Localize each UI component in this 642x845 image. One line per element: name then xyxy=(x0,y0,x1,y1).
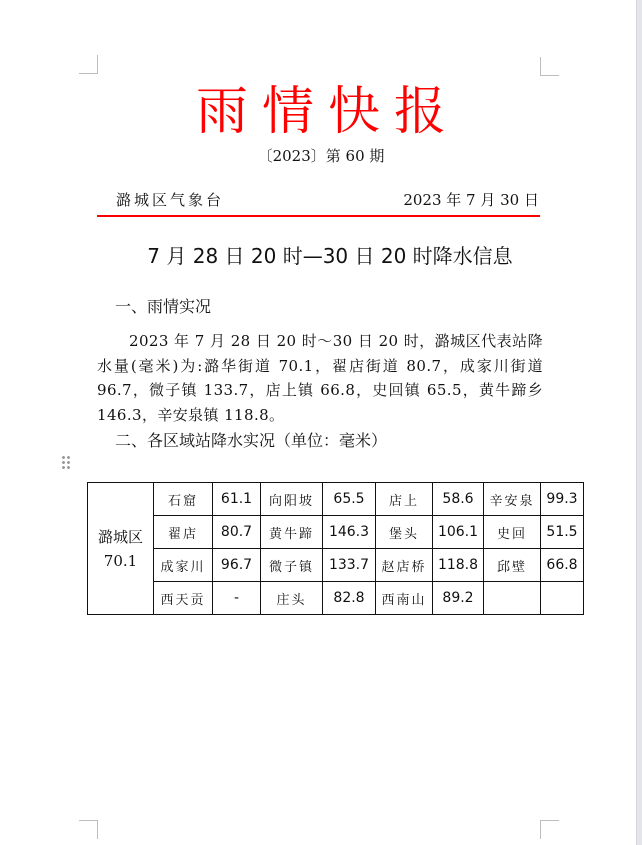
station-name: 赵店桥 xyxy=(376,549,433,582)
station-name: 石窟 xyxy=(154,483,213,516)
station-value: 96.7 xyxy=(213,549,261,582)
station-name: 西天贡 xyxy=(154,582,213,615)
margin-corner-mark-top-right xyxy=(540,57,559,76)
station-name: 微子镇 xyxy=(261,549,323,582)
margin-corner-mark-bottom-left xyxy=(79,820,98,839)
station-value-empty xyxy=(541,582,584,615)
issuer-row xyxy=(116,189,539,211)
station-name: 庄头 xyxy=(261,582,323,615)
station-name: 黄牛蹄 xyxy=(261,516,323,549)
issue-number: 〔2023〕第 60 期 xyxy=(257,147,385,165)
margin-corner-mark-top-left xyxy=(79,55,98,74)
issue-date: 2023 年 7 月 30 日 xyxy=(403,191,539,209)
section-heading-rain-conditions: 一、雨情实况 xyxy=(115,297,212,316)
station-value: 80.7 xyxy=(213,516,261,549)
station-value: 66.8 xyxy=(541,549,584,582)
station-value: 51.5 xyxy=(541,516,584,549)
station-value: 146.3 xyxy=(323,516,376,549)
station-name: 邱壁 xyxy=(484,549,541,582)
table-row xyxy=(88,483,584,516)
station-name: 史回 xyxy=(484,516,541,549)
station-name-empty xyxy=(484,582,541,615)
issuer-name: 潞城区气象台 xyxy=(116,191,225,209)
station-rainfall-table xyxy=(87,482,584,615)
rain-summary-paragraph: 2023 年 7 月 28 日 20 时～30 日 20 时，潞城区代表站降水量(毫米)为:潞华街道 70.1，翟店街道 80.7，成家川街道 96.7，微子镇 133.7，店上镇 66.8，史回镇 65.5，黄牛蹄乡 146.3，辛安泉镇 118.8。 xyxy=(97,332,543,424)
station-value: 106.1 xyxy=(433,516,484,549)
station-value: 58.6 xyxy=(433,483,484,516)
station-name: 西南山 xyxy=(376,582,433,615)
margin-corner-mark-bottom-right xyxy=(540,820,559,839)
station-name: 堡头 xyxy=(376,516,433,549)
station-value: 65.5 xyxy=(323,483,376,516)
station-value: 61.1 xyxy=(213,483,261,516)
station-name: 向阳坡 xyxy=(261,483,323,516)
station-value: 82.8 xyxy=(323,582,376,615)
station-name: 成家川 xyxy=(154,549,213,582)
station-value: 89.2 xyxy=(433,582,484,615)
table-row xyxy=(88,582,584,615)
station-name: 店上 xyxy=(376,483,433,516)
table-row xyxy=(88,516,584,549)
region-name: 潞城区 xyxy=(97,527,143,546)
region-cell xyxy=(88,483,154,615)
station-value: 99.3 xyxy=(541,483,584,516)
table-drag-handle-icon[interactable] xyxy=(61,455,71,471)
station-value: 133.7 xyxy=(323,549,376,582)
red-divider-rule xyxy=(97,215,540,217)
document-title: 7 月 28 日 20 时—30 日 20 时降水信息 xyxy=(147,244,513,268)
station-value: - xyxy=(213,582,261,615)
section-heading-station-rainfall: 二、各区域站降水实况（单位：毫米） xyxy=(115,431,388,450)
station-value: 118.8 xyxy=(433,549,484,582)
station-name: 辛安泉 xyxy=(484,483,541,516)
masthead-title: 雨情快报 xyxy=(195,82,460,142)
station-name: 翟店 xyxy=(154,516,213,549)
table-row xyxy=(88,549,584,582)
region-value: 70.1 xyxy=(103,551,138,570)
